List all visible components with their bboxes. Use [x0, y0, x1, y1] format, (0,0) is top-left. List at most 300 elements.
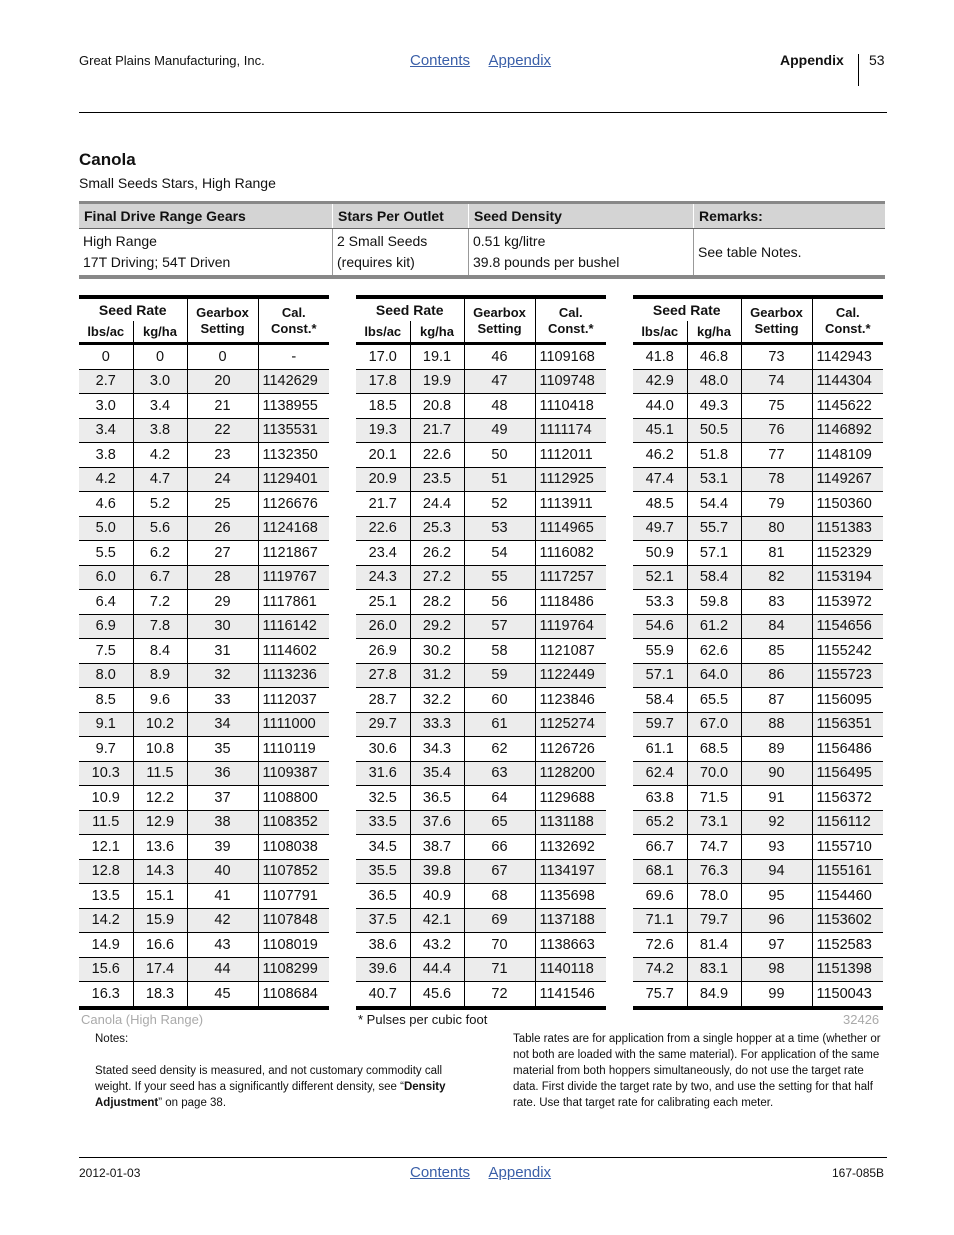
cal-const-cell: 1153194 — [812, 565, 883, 590]
cal-const-cell: 1126726 — [535, 737, 606, 762]
kg-ha-header: kg/ha — [410, 321, 464, 344]
lbs-ac-cell: 69.6 — [633, 884, 687, 909]
table-row — [356, 982, 606, 1008]
kg-ha-header: kg/ha — [133, 321, 187, 344]
lbs-ac-cell: 50.9 — [633, 541, 687, 566]
cal-const-cell: 1123846 — [535, 688, 606, 713]
table-row — [633, 467, 883, 492]
gearbox-cell: 53 — [464, 516, 535, 541]
cal-const-cell: 1155723 — [812, 663, 883, 688]
gearbox-cell: 45 — [187, 982, 258, 1008]
cal-const-cell: 1153972 — [812, 590, 883, 615]
cal-const-cell: 1108299 — [258, 957, 329, 982]
gearbox-cell: 68 — [464, 884, 535, 909]
kg-ha-cell: 48.0 — [687, 369, 741, 394]
gearbox-cell: 32 — [187, 663, 258, 688]
footer-rule — [79, 1157, 887, 1158]
gearbox-cell: 49 — [464, 418, 535, 443]
kg-ha-cell: 7.2 — [133, 590, 187, 615]
cal-const-cell: 1156112 — [812, 810, 883, 835]
lbs-ac-cell: 3.4 — [79, 418, 133, 443]
kg-ha-cell: 30.2 — [410, 639, 464, 664]
lbs-ac-cell: 33.5 — [356, 810, 410, 835]
table-row — [633, 908, 883, 933]
gearbox-cell: 73 — [741, 344, 812, 370]
table-row — [633, 369, 883, 394]
summary-stars: 2 Small Seeds (requires kit) — [333, 229, 469, 278]
cal-const-cell: 1109168 — [535, 344, 606, 370]
cal-const-cell: 1155161 — [812, 859, 883, 884]
page-subtitle: Small Seeds Stars, High Range — [79, 175, 276, 191]
table-row — [633, 639, 883, 664]
table-row — [633, 737, 883, 762]
header-divider — [858, 54, 859, 86]
kg-ha-cell: 68.5 — [687, 737, 741, 762]
cal-const-cell: 1156495 — [812, 761, 883, 786]
lbs-ac-cell: 30.6 — [356, 737, 410, 762]
table-row — [633, 565, 883, 590]
gearbox-cell: 47 — [464, 369, 535, 394]
lbs-ac-cell: 36.5 — [356, 884, 410, 909]
lbs-ac-cell: 34.5 — [356, 835, 410, 860]
cal-const-cell: 1110418 — [535, 394, 606, 419]
kg-ha-cell: 79.7 — [687, 908, 741, 933]
table-row — [356, 541, 606, 566]
kg-ha-cell: 0 — [133, 344, 187, 370]
lbs-ac-cell: 5.0 — [79, 516, 133, 541]
kg-ha-cell: 12.9 — [133, 810, 187, 835]
kg-ha-cell: 15.1 — [133, 884, 187, 909]
cal-const-cell: 1135698 — [535, 884, 606, 909]
cal-const-header: Cal. Const.* — [812, 297, 883, 344]
lbs-ac-cell: 59.7 — [633, 712, 687, 737]
gearbox-cell: 50 — [464, 443, 535, 468]
cal-const-cell: 1152583 — [812, 933, 883, 958]
table-row — [633, 614, 883, 639]
table-row — [79, 639, 329, 664]
lbs-ac-cell: 20.1 — [356, 443, 410, 468]
cal-const-cell: 1116142 — [258, 614, 329, 639]
lbs-ac-cell: 32.5 — [356, 786, 410, 811]
lbs-ac-cell: 18.5 — [356, 394, 410, 419]
cal-const-cell: 1109387 — [258, 761, 329, 786]
gearbox-cell: 90 — [741, 761, 812, 786]
table-row — [633, 884, 883, 909]
kg-ha-cell: 40.9 — [410, 884, 464, 909]
cal-const-cell: 1144304 — [812, 369, 883, 394]
table-row — [633, 688, 883, 713]
table-row — [633, 810, 883, 835]
table-row — [356, 394, 606, 419]
kg-ha-cell: 16.6 — [133, 933, 187, 958]
kg-ha-cell: 37.6 — [410, 810, 464, 835]
table-row — [79, 541, 329, 566]
gearbox-cell: 83 — [741, 590, 812, 615]
table-row — [633, 835, 883, 860]
lbs-ac-cell: 26.9 — [356, 639, 410, 664]
table-row — [79, 859, 329, 884]
gearbox-cell: 77 — [741, 443, 812, 468]
kg-ha-cell: 24.4 — [410, 492, 464, 517]
cal-const-cell: 1146892 — [812, 418, 883, 443]
gearbox-cell: 31 — [187, 639, 258, 664]
gearbox-cell: 24 — [187, 467, 258, 492]
cal-const-cell: 1107848 — [258, 908, 329, 933]
kg-ha-cell: 46.8 — [687, 344, 741, 370]
cal-const-cell: 1131188 — [535, 810, 606, 835]
lbs-ac-cell: 38.6 — [356, 933, 410, 958]
gearbox-cell: 84 — [741, 614, 812, 639]
kg-ha-cell: 42.1 — [410, 908, 464, 933]
lbs-ac-cell: 17.0 — [356, 344, 410, 370]
gearbox-cell: 41 — [187, 884, 258, 909]
gearbox-cell: 51 — [464, 467, 535, 492]
lbs-ac-cell: 28.7 — [356, 688, 410, 713]
lbs-ac-cell: 39.6 — [356, 957, 410, 982]
contents-link[interactable]: Contents — [410, 52, 471, 69]
cal-const-cell: 1129688 — [535, 786, 606, 811]
cal-const-cell: 1109748 — [535, 369, 606, 394]
lbs-ac-cell: 41.8 — [633, 344, 687, 370]
gearbox-cell: 85 — [741, 639, 812, 664]
gearbox-cell: 98 — [741, 957, 812, 982]
gearbox-cell: 67 — [464, 859, 535, 884]
table-row — [79, 908, 329, 933]
cal-const-cell: 1128200 — [535, 761, 606, 786]
kg-ha-cell: 35.4 — [410, 761, 464, 786]
cal-const-cell: 1132350 — [258, 443, 329, 468]
gearbox-cell: 76 — [741, 418, 812, 443]
table-row — [356, 908, 606, 933]
kg-ha-cell: 3.0 — [133, 369, 187, 394]
company-name: Great Plains Manufacturing, Inc. — [79, 53, 265, 68]
cal-const-cell: 1126676 — [258, 492, 329, 517]
lbs-ac-cell: 44.0 — [633, 394, 687, 419]
lbs-ac-cell: 12.8 — [79, 859, 133, 884]
kg-ha-header: kg/ha — [687, 321, 741, 344]
table-row — [356, 443, 606, 468]
lbs-ac-cell: 16.3 — [79, 982, 133, 1008]
table-row — [79, 982, 329, 1008]
kg-ha-cell: 36.5 — [410, 786, 464, 811]
header-nav — [410, 52, 565, 70]
gearbox-cell: 86 — [741, 663, 812, 688]
kg-ha-cell: 33.3 — [410, 712, 464, 737]
lbs-ac-cell: 3.8 — [79, 443, 133, 468]
lbs-ac-cell: 10.9 — [79, 786, 133, 811]
kg-ha-cell: 17.4 — [133, 957, 187, 982]
lbs-ac-cell: 74.2 — [633, 957, 687, 982]
kg-ha-cell: 70.0 — [687, 761, 741, 786]
table-row — [79, 933, 329, 958]
cal-const-cell: 1114965 — [535, 516, 606, 541]
table-row — [356, 737, 606, 762]
gearbox-cell: 56 — [464, 590, 535, 615]
gearbox-header: Gearbox Setting — [187, 297, 258, 344]
table-row — [633, 957, 883, 982]
kg-ha-cell: 54.4 — [687, 492, 741, 517]
cal-const-cell: 1113911 — [535, 492, 606, 517]
figure-number: 32426 — [843, 1012, 880, 1027]
cal-const-cell: 1122449 — [535, 663, 606, 688]
kg-ha-cell: 49.3 — [687, 394, 741, 419]
footer-nav — [410, 1164, 565, 1182]
notes-right: Table rates are for application from a single hopper at a time (whether or not both are loaded with the same material). For application of the same material from both hoppers simultaneously, do not use the target rate data. First divide the target rate by two, and use the setting for that half rate. Use that target rate for calibrating each meter. — [513, 1033, 881, 1109]
cal-const-cell: 1107791 — [258, 884, 329, 909]
lbs-ac-cell: 29.7 — [356, 712, 410, 737]
gearbox-cell: 82 — [741, 565, 812, 590]
lbs-ac-cell: 61.1 — [633, 737, 687, 762]
cal-const-cell: 1112037 — [258, 688, 329, 713]
summary-header-stars: Stars Per Outlet — [333, 203, 469, 229]
gearbox-cell: 71 — [464, 957, 535, 982]
lbs-ac-cell: 47.4 — [633, 467, 687, 492]
kg-ha-cell: 6.7 — [133, 565, 187, 590]
cal-const-cell: 1110119 — [258, 737, 329, 762]
table-row — [79, 810, 329, 835]
lbs-ac-cell: 2.7 — [79, 369, 133, 394]
table-row — [356, 492, 606, 517]
gearbox-cell: 87 — [741, 688, 812, 713]
table-row — [79, 344, 329, 370]
kg-ha-cell: 4.2 — [133, 443, 187, 468]
table-row — [79, 369, 329, 394]
table-row — [356, 712, 606, 737]
cal-const-cell: 1142943 — [812, 344, 883, 370]
table-row — [79, 565, 329, 590]
lbs-ac-cell: 65.2 — [633, 810, 687, 835]
footer-code: 167-085B — [832, 1166, 885, 1180]
table-row — [633, 418, 883, 443]
gearbox-cell: 27 — [187, 541, 258, 566]
gearbox-cell: 94 — [741, 859, 812, 884]
seed-rate-table-1 — [79, 295, 329, 1010]
lbs-ac-cell: 62.4 — [633, 761, 687, 786]
lbs-ac-cell: 55.9 — [633, 639, 687, 664]
table-row — [79, 418, 329, 443]
kg-ha-cell: 11.5 — [133, 761, 187, 786]
appendix-link[interactable]: Appendix — [488, 52, 552, 69]
kg-ha-cell: 9.6 — [133, 688, 187, 713]
cal-const-cell: 1138663 — [535, 933, 606, 958]
cal-const-cell: 1141546 — [535, 982, 606, 1008]
lbs-ac-cell: 6.9 — [79, 614, 133, 639]
table-row — [79, 590, 329, 615]
gearbox-cell: 23 — [187, 443, 258, 468]
kg-ha-cell: 61.2 — [687, 614, 741, 639]
header-rule — [79, 112, 887, 113]
kg-ha-cell: 13.6 — [133, 835, 187, 860]
footer-contents-link[interactable]: Contents — [410, 1164, 471, 1181]
kg-ha-cell: 76.3 — [687, 859, 741, 884]
gearbox-cell: 42 — [187, 908, 258, 933]
kg-ha-cell: 15.9 — [133, 908, 187, 933]
gearbox-cell: 72 — [464, 982, 535, 1008]
kg-ha-cell: 59.8 — [687, 590, 741, 615]
table-row — [633, 786, 883, 811]
gearbox-header: Gearbox Setting — [741, 297, 812, 344]
lbs-ac-cell: 4.2 — [79, 467, 133, 492]
lbs-ac-cell: 53.3 — [633, 590, 687, 615]
gearbox-cell: 80 — [741, 516, 812, 541]
gearbox-cell: 79 — [741, 492, 812, 517]
cal-const-cell: 1150360 — [812, 492, 883, 517]
table-row — [633, 492, 883, 517]
table-row — [633, 590, 883, 615]
gearbox-cell: 37 — [187, 786, 258, 811]
cal-const-header: Cal. Const.* — [535, 297, 606, 344]
lbs-ac-cell: 52.1 — [633, 565, 687, 590]
gearbox-cell: 57 — [464, 614, 535, 639]
gearbox-cell: 60 — [464, 688, 535, 713]
table-row — [79, 835, 329, 860]
cal-const-cell: 1154460 — [812, 884, 883, 909]
kg-ha-cell: 34.3 — [410, 737, 464, 762]
summary-table — [79, 201, 885, 279]
table-row — [79, 443, 329, 468]
lbs-ac-header: lbs/ac — [633, 321, 687, 344]
cal-const-header: Cal. Const.* — [258, 297, 329, 344]
summary-density: 0.51 kg/litre 39.8 pounds per bushel — [469, 229, 694, 278]
gearbox-cell: 95 — [741, 884, 812, 909]
table-row — [356, 688, 606, 713]
kg-ha-cell: 64.0 — [687, 663, 741, 688]
table-row — [79, 957, 329, 982]
section-name: Appendix — [780, 52, 844, 68]
lbs-ac-cell: 27.8 — [356, 663, 410, 688]
table-row — [356, 957, 606, 982]
lbs-ac-cell: 45.1 — [633, 418, 687, 443]
lbs-ac-cell: 23.4 — [356, 541, 410, 566]
lbs-ac-cell: 75.7 — [633, 982, 687, 1008]
table-row — [79, 688, 329, 713]
table-row — [79, 467, 329, 492]
cal-const-cell: 1121087 — [535, 639, 606, 664]
cal-const-cell: 1138955 — [258, 394, 329, 419]
cal-const-cell: 1119767 — [258, 565, 329, 590]
table-row — [356, 516, 606, 541]
cal-const-cell: 1150043 — [812, 982, 883, 1008]
kg-ha-cell: 57.1 — [687, 541, 741, 566]
table-row — [356, 565, 606, 590]
kg-ha-cell: 65.5 — [687, 688, 741, 713]
gearbox-cell: 0 — [187, 344, 258, 370]
gearbox-cell: 48 — [464, 394, 535, 419]
kg-ha-cell: 5.6 — [133, 516, 187, 541]
kg-ha-cell: 31.2 — [410, 663, 464, 688]
kg-ha-cell: 84.9 — [687, 982, 741, 1008]
cal-const-cell: 1118486 — [535, 590, 606, 615]
table-row — [356, 884, 606, 909]
lbs-ac-cell: 46.2 — [633, 443, 687, 468]
gearbox-cell: 97 — [741, 933, 812, 958]
cal-const-cell: 1149267 — [812, 467, 883, 492]
kg-ha-cell: 12.2 — [133, 786, 187, 811]
gearbox-cell: 64 — [464, 786, 535, 811]
lbs-ac-cell: 10.3 — [79, 761, 133, 786]
gearbox-cell: 55 — [464, 565, 535, 590]
lbs-ac-cell: 35.5 — [356, 859, 410, 884]
pulses-footnote: * Pulses per cubic foot — [358, 1012, 488, 1027]
cal-const-cell: 1125274 — [535, 712, 606, 737]
kg-ha-cell: 18.3 — [133, 982, 187, 1008]
cal-const-cell: 1155242 — [812, 639, 883, 664]
kg-ha-cell: 25.3 — [410, 516, 464, 541]
gearbox-cell: 88 — [741, 712, 812, 737]
kg-ha-cell: 71.5 — [687, 786, 741, 811]
cal-const-cell: 1155710 — [812, 835, 883, 860]
gearbox-cell: 36 — [187, 761, 258, 786]
lbs-ac-cell: 20.9 — [356, 467, 410, 492]
lbs-ac-cell: 21.7 — [356, 492, 410, 517]
gearbox-cell: 91 — [741, 786, 812, 811]
gearbox-cell: 74 — [741, 369, 812, 394]
gearbox-cell: 81 — [741, 541, 812, 566]
table-row — [79, 884, 329, 909]
kg-ha-cell: 45.6 — [410, 982, 464, 1008]
gearbox-cell: 69 — [464, 908, 535, 933]
cal-const-cell: 1124168 — [258, 516, 329, 541]
table-row — [633, 663, 883, 688]
table-row — [356, 933, 606, 958]
gearbox-header: Gearbox Setting — [464, 297, 535, 344]
summary-header-remarks: Remarks: — [694, 203, 886, 229]
table-row — [79, 394, 329, 419]
gearbox-cell: 35 — [187, 737, 258, 762]
gearbox-cell: 20 — [187, 369, 258, 394]
table-row — [356, 369, 606, 394]
kg-ha-cell: 44.4 — [410, 957, 464, 982]
page-number: 53 — [869, 52, 885, 68]
cal-const-cell: 1154656 — [812, 614, 883, 639]
footer-appendix-link[interactable]: Appendix — [488, 1164, 552, 1181]
cal-const-cell: 1132692 — [535, 835, 606, 860]
lbs-ac-cell: 25.1 — [356, 590, 410, 615]
gearbox-cell: 65 — [464, 810, 535, 835]
kg-ha-cell: 21.7 — [410, 418, 464, 443]
lbs-ac-cell: 26.0 — [356, 614, 410, 639]
cal-const-cell: 1119764 — [535, 614, 606, 639]
gearbox-cell: 43 — [187, 933, 258, 958]
kg-ha-cell: 4.7 — [133, 467, 187, 492]
kg-ha-cell: 27.2 — [410, 565, 464, 590]
table-row — [633, 394, 883, 419]
summary-remarks: See table Notes. — [694, 229, 886, 278]
lbs-ac-cell: 71.1 — [633, 908, 687, 933]
lbs-ac-cell: 14.2 — [79, 908, 133, 933]
cal-const-cell: 1152329 — [812, 541, 883, 566]
cal-const-cell: 1140118 — [535, 957, 606, 982]
lbs-ac-header: lbs/ac — [356, 321, 410, 344]
gearbox-cell: 28 — [187, 565, 258, 590]
cal-const-cell: 1145622 — [812, 394, 883, 419]
lbs-ac-cell: 37.5 — [356, 908, 410, 933]
kg-ha-cell: 6.2 — [133, 541, 187, 566]
gearbox-cell: 21 — [187, 394, 258, 419]
kg-ha-cell: 55.7 — [687, 516, 741, 541]
cal-const-cell: 1116082 — [535, 541, 606, 566]
seed-rate-table-2 — [356, 295, 606, 1010]
table-row — [79, 614, 329, 639]
table-row — [356, 418, 606, 443]
cal-const-cell: 1156095 — [812, 688, 883, 713]
cal-const-cell: 1135531 — [258, 418, 329, 443]
cal-const-cell: 1114602 — [258, 639, 329, 664]
table-row — [356, 590, 606, 615]
page-title: Canola — [79, 150, 136, 169]
lbs-ac-cell: 40.7 — [356, 982, 410, 1008]
kg-ha-cell: 32.2 — [410, 688, 464, 713]
